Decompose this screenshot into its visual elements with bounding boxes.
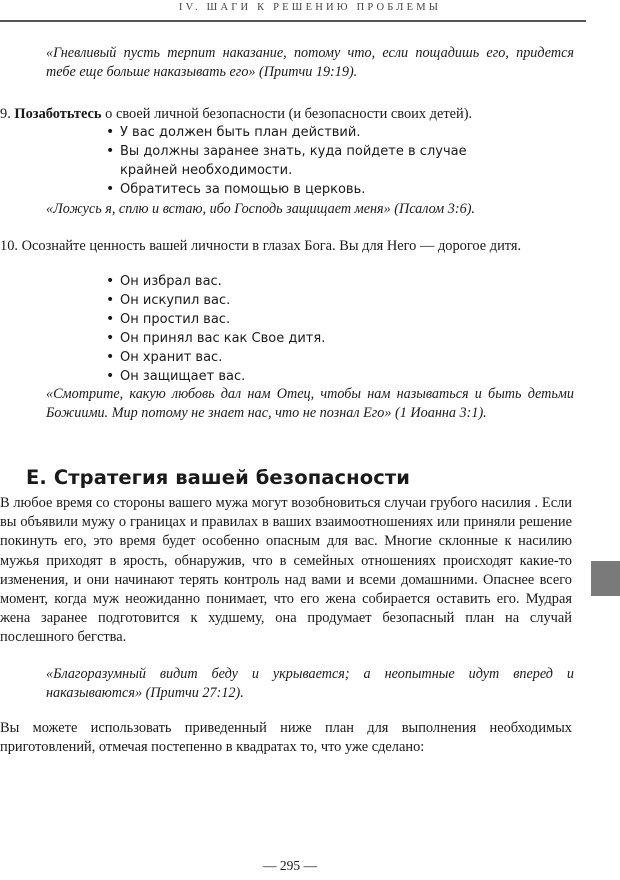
item-9-lead: Позаботьтесь [14,106,102,122]
list-item: • Он защищает вас. [106,367,406,386]
list-item: • У вас должен быть план действий. [106,123,516,142]
list-item: • Он хранит вас. [106,348,406,367]
list-item: • Он простил вас. [106,310,406,329]
item-10-text: Осознайте ценность вашей личности в глазах Бога. Вы для Него — дорогое дитя. [18,238,522,254]
item-9-number: 9. [0,106,11,122]
quote-psalm-3-6: «Ложусь я, сплю и встаю, ибо Господь защищает меня» (Псалом 3:6). [46,201,475,217]
item-10-number: 10. [0,238,18,254]
item-10 [0,237,576,256]
section-paragraph-2: Вы можете использовать приведенный ниже план для выполнения необходимых приготовлений, отмечая постепенно в квадратах то, что уже сделано: [0,720,572,756]
chapter-edge-tab [591,561,620,596]
section-title: Е. Стратегия вашей безопасности [26,466,411,489]
quote-1-john-3-1: «Смотрите, какую любовь дал нам Отец, чтобы нам называться и быть детьми Божиими. Мир потому не знает нас, что не познал Его» (1 Иоанна 3:1). [46,386,574,421]
page-number: — 295 — [263,858,317,873]
running-head: IV. ШАГИ К РЕШЕНИЮ ПРОБЛЕМЫ [178,2,442,13]
list-item: • Обратитесь за помощью в церковь. [106,180,516,199]
item-9 [0,105,576,124]
section-paragraph-1: В любое время со стороны вашего мужа могут возобновиться случаи грубого насилия . Если вы объявили мужу о границах и правилах в ваших взаимоотношениях или приняли решение покинуть его, это время будет особенно опасным для вас. Многие склонные к насилию мужья приходят в ярость, обнаружив, что в семейных отношениях происходят какие-то изменения, и они начинают терять контроль над вами и всеми домашними. Опаснее всего момент, когда муж неожиданно понимает, что его жена собирается оставить его. Мудрая жена заранее подготовится к худшему, она продумает безопасный план на случай послешного бегства. [0,495,572,646]
list-item: • Он принял вас как Свое дитя. [106,329,406,348]
quote-proverbs-27-12: «Благоразумный видит беду и укрывается; а неопытные идут вперед и наказываются» (Притчи 27:12). [46,666,574,701]
list-item: • Он искупил вас. [106,291,406,310]
item-9-bullet-list [106,123,516,199]
item-9-text: о своей личной безопасности (и безопасности своих детей). [101,106,473,122]
quote-proverbs-19-19: «Гневливый пусть терпит наказание, потому что, если пощадишь его, придется тебе еще больше наказывать его» (Притчи 19:19). [46,45,574,80]
list-item: • Вы должны заранее знать, куда пойдете в случае крайней необходимости. [106,142,516,180]
item-10-bullet-list [106,272,406,386]
header-rule [0,20,586,22]
list-item: • Он избрал вас. [106,272,406,291]
